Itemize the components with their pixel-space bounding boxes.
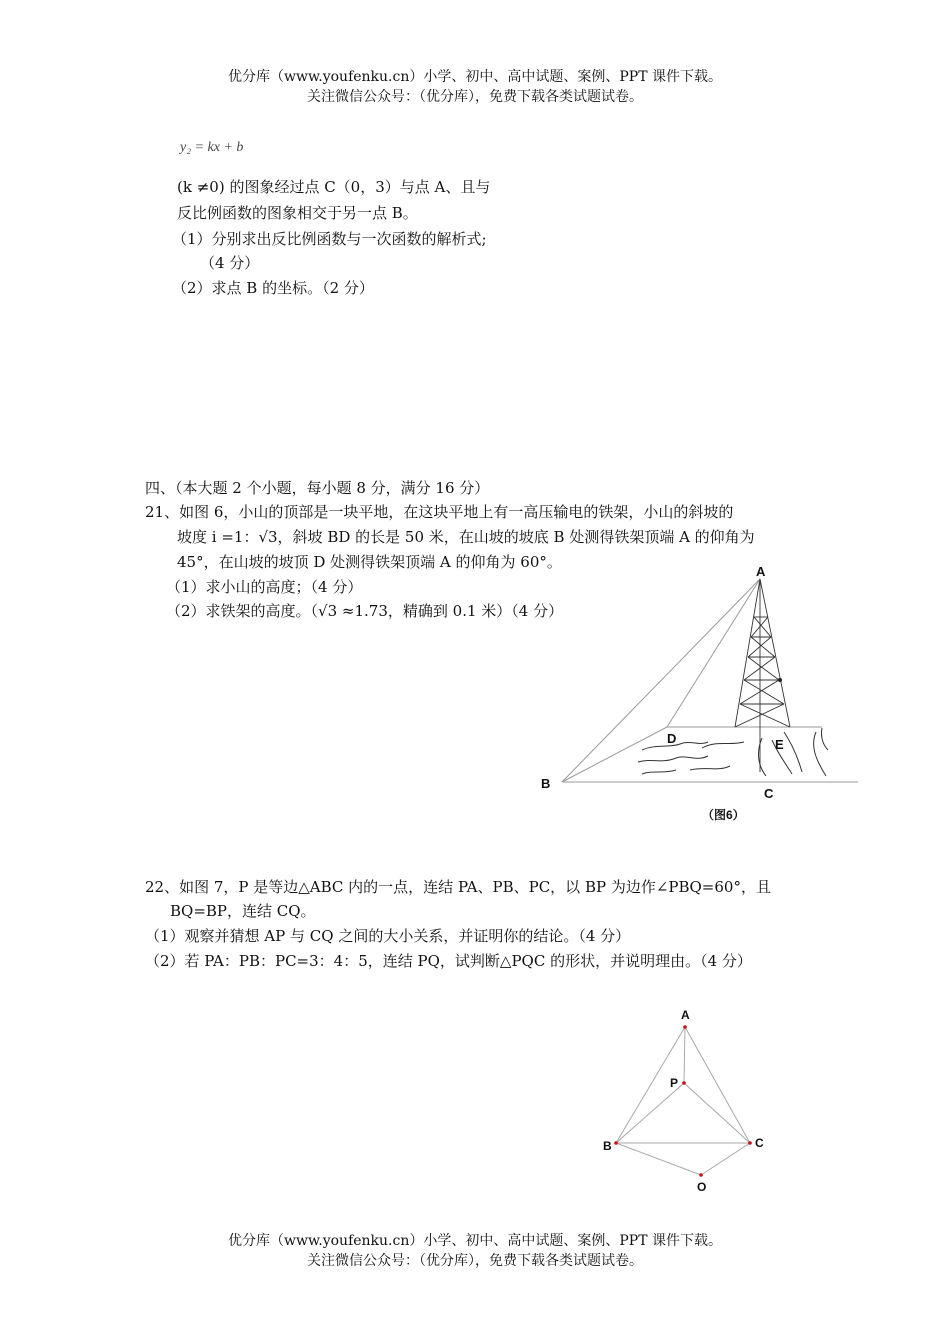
point-p [682,1081,686,1085]
section-4-title: 四、（本大题 2 个小题，每小题 8 分，满分 16 分） [145,479,490,497]
fig6-label-b: B [541,776,551,791]
q20-part-2: （2）求点 B 的坐标。（2 分） [172,279,374,297]
sight-line-b-a [562,579,760,782]
sight-line-d-a [667,579,760,727]
q21-line-1: 21、如图 6，小山的顶部是一块平地，在这块平地上有一高压输电的铁架，小山的斜坡的 [145,503,734,521]
segment-pb [616,1083,684,1143]
q20-part-1-score: （4 分） [200,254,260,272]
fig7-label-a: A [681,1008,690,1022]
q20-line-1: (k ≠0) 的图象经过点 C（0，3）与点 A、且与 [177,178,491,196]
q20-part-1: （1）分别求出反比例函数与一次函数的解析式; [172,230,487,248]
q22-part-2: （2）若 PA：PB：PC=3：4：5，连结 PQ，试判断△PQC 的形状，并说明理由。（4 分） [145,952,752,970]
fig6-label-d: D [667,731,677,746]
figure-7 [595,1005,775,1195]
fig7-label-o: O [697,1180,707,1194]
point-q [699,1173,703,1177]
fig7-label-b: B [603,1139,612,1153]
header-line-1: 优分库（www.youfenku.cn）小学、初中、高中试题、案例、PPT 课件下载。 [227,69,722,85]
footer-line-2: 关注微信公众号：（优分库），免费下载各类试题试卷。 [307,1253,643,1269]
fig6-label-c: C [764,786,774,801]
fig7-label-p: P [670,1076,679,1090]
q21-part-2: （2）求铁架的高度。（√3 ≈1.73，精确到 0.1 米）（4 分） [166,602,564,620]
slope-bd [562,727,667,782]
segment-pa [684,1027,685,1083]
q22-line-1: 22、如图 7，P 是等边△ABC 内的一点，连结 PA、PB、PC，以 BP 为边作∠PBQ=60°，且 [145,878,771,896]
segment-bq [616,1143,701,1175]
q21-part-1: （1）求小山的高度；（4 分） [166,578,363,596]
point-b [614,1141,618,1145]
edge-ac [685,1027,750,1143]
tower-point [778,678,782,682]
segment-cq [701,1143,750,1175]
q21-line-2: 坡度 i =1：√3，斜坡 BD 的长是 50 米，在山坡的坡底 B 处测得铁架顶端 A 的仰角为 [177,528,755,546]
q20-formula: y₂ = kx + b [180,140,244,155]
q22-part-1: （1）观察并猜想 AP 与 CQ 之间的大小关系，并证明你的结论。（4 分） [145,927,631,945]
footer-line-1: 优分库（www.youfenku.cn）小学、初中、高中试题、案例、PPT 课件下载。 [227,1233,722,1249]
q21-line-3: 45°，在山坡的坡顶 D 处测得铁架顶端 A 的仰角为 60°。 [177,553,562,571]
fig7-label-c: C [755,1136,764,1150]
point-a [683,1025,687,1029]
point-c [748,1141,752,1145]
fig6-label-e: E [775,737,784,752]
header-line-2: 关注微信公众号：（优分库），免费下载各类试题试卷。 [307,89,643,105]
q22-line-2: BQ=BP，连结 CQ。 [170,902,316,920]
fig6-label-a: A [756,564,766,579]
fig6-caption: （图6） [702,808,745,822]
q20-line-2: 反比例函数的图象相交于另一点 B。 [177,204,418,222]
figure-6 [530,562,865,830]
segment-pc [684,1083,750,1143]
